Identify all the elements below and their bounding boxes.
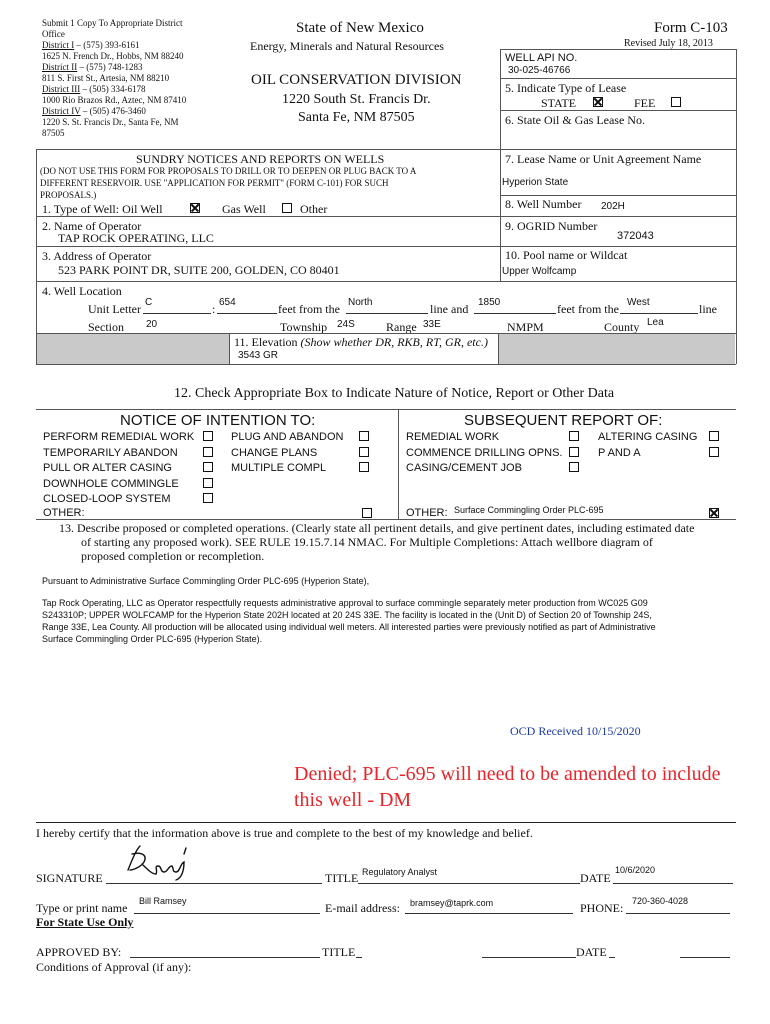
noi-change-plans-checkbox[interactable] [359, 447, 369, 457]
field-underline [143, 313, 211, 314]
field-underline [613, 883, 733, 884]
feet-from-label-2: feet from the [557, 302, 619, 316]
division-address2: Santa Fe, NM 87505 [298, 110, 415, 125]
print-name-value[interactable]: Bill Ramsey [139, 896, 187, 906]
noi-perform-remedial: PERFORM REMEDIAL WORK [43, 431, 195, 443]
sundry-note-2: DIFFERENT RESERVOIR. USE "APPLICATION FOR PERMIT" (FORM C-101) FOR SUCH [40, 178, 389, 188]
ew-value[interactable]: West [627, 297, 650, 308]
oil-well-checkbox[interactable] [190, 203, 200, 213]
fee-checkbox[interactable] [671, 97, 681, 107]
range-value[interactable]: 33E [423, 319, 441, 330]
noi-plug-abandon-checkbox[interactable] [359, 431, 369, 441]
noi-multiple-compl: MULTIPLE COMPL [231, 462, 327, 474]
title-label: TITLE [325, 871, 359, 885]
noi-closed-loop: CLOSED-LOOP SYSTEM [43, 493, 171, 505]
field-underline [358, 883, 580, 884]
line-label: line [699, 302, 717, 316]
denied-note-line1: Denied; PLC-695 will need to be amended to include [294, 763, 721, 785]
field-underline [106, 883, 322, 884]
state-title: State of New Mexico [296, 20, 424, 36]
state-lease-no-label: 6. State Oil & Gas Lease No. [505, 113, 645, 127]
gas-well-checkbox[interactable] [282, 203, 292, 213]
phone-value[interactable]: 720-360-4028 [632, 896, 689, 906]
field-underline [609, 957, 615, 958]
well-location-label: 4. Well Location [42, 284, 122, 298]
rule [500, 110, 736, 111]
unit-letter-label: Unit Letter [88, 302, 141, 316]
address-value[interactable]: 523 PARK POINT DR, SUITE 200, GOLDEN, CO 80401 [58, 263, 340, 277]
print-name-label: Type or print name [36, 901, 128, 915]
well-number-value[interactable]: 202H [601, 201, 625, 212]
rule [36, 149, 736, 150]
api-label: WELL API NO. [505, 52, 578, 64]
township-value[interactable]: 24S [337, 319, 355, 330]
sub-casing-cement: CASING/CEMENT JOB [406, 462, 522, 474]
well-number-label: 8. Well Number [505, 197, 582, 211]
pool-label: 10. Pool name or Wildcat [505, 248, 628, 262]
section12-title: 12. Check Appropriate Box to Indicate Nature of Notice, Report or Other Data [174, 386, 615, 401]
sub-remedial-work-checkbox[interactable] [569, 431, 579, 441]
phone-label: PHONE: [580, 901, 624, 915]
rule [229, 333, 230, 364]
line-and-label: line and [430, 302, 469, 316]
township-label: Township [280, 320, 328, 334]
field-underline [620, 313, 698, 314]
field-underline [346, 313, 428, 314]
district1-address: 1625 N. French Dr., Hobbs, NM 88240 [42, 51, 184, 61]
rule [36, 822, 736, 823]
feet-from-label: feet from the [278, 302, 340, 316]
body-line1: Tap Rock Operating, LLC as Operator respectfully requests administrative approval to surface commingle separately meter production from WC025 G09 [42, 598, 648, 608]
address-label: 3. Address of Operator [42, 249, 152, 263]
signature-label: SIGNATURE [36, 871, 103, 885]
sundry-note-1: (DO NOT USE THIS FORM FOR PROPOSALS TO DRILL OR TO DEEPEN OR PLUG BACK TO A [40, 166, 417, 176]
operator-value[interactable]: TAP ROCK OPERATING, LLC [58, 231, 214, 245]
noi-multiple-compl-checkbox[interactable] [359, 462, 369, 472]
date-label: DATE [580, 871, 611, 885]
lease-name-label: 7. Lease Name or Unit Agreement Name [505, 152, 702, 166]
district4-link[interactable]: District IV [42, 106, 81, 116]
division-title: OIL CONSERVATION DIVISION [251, 72, 462, 88]
district4-address: 1220 S. St. Francis Dr., Santa Fe, NM [42, 117, 179, 127]
other-well-label: Other [300, 202, 328, 216]
sub-remedial-work: REMEDIAL WORK [406, 431, 500, 443]
pool-value[interactable]: Upper Wolfcamp [502, 266, 577, 277]
district2-link[interactable]: District II [42, 62, 78, 72]
elevation-value[interactable]: 3543 GR [238, 350, 279, 361]
sub-commence-drilling: COMMENCE DRILLING OPNS. [406, 447, 563, 459]
section-label: Section [88, 320, 124, 334]
department: Energy, Minerals and Natural Resources [250, 39, 444, 53]
title2-label: TITLE [322, 945, 356, 959]
district3-address: 1000 Rio Brazos Rd., Aztec, NM 87410 [42, 95, 187, 105]
rule [36, 246, 736, 247]
district4-zip: 87505 [42, 128, 65, 138]
district3-link[interactable]: District III [42, 84, 81, 94]
section13-line1: 13. Describe proposed or completed operations. (Clearly state all pertinent details, and give pertinent dates, including estimated date [59, 521, 695, 535]
elevation-hint: (Show whether DR, RKB, RT, GR, etc.) [300, 335, 488, 349]
shaded-cell [498, 334, 735, 364]
field-underline [626, 913, 730, 914]
noi-pull-alter-casing: PULL OR ALTER CASING [43, 462, 172, 474]
sub-other-value[interactable]: Surface Commingling Order PLC-695 [454, 505, 604, 515]
signature-image [118, 840, 198, 882]
field-underline [356, 957, 362, 958]
rule [500, 195, 736, 196]
district1-line: District I – (575) 393-6161 [42, 40, 140, 50]
feet2-value[interactable]: 1850 [478, 297, 501, 308]
rule [500, 78, 736, 79]
noi-other-label: OTHER: [43, 507, 85, 519]
ocd-received-stamp: OCD Received 10/15/2020 [510, 724, 641, 738]
rule [36, 149, 37, 364]
rule [36, 519, 736, 520]
certify-text: I hereby certify that the information above is true and complete to the best of my knowledge and belief. [36, 826, 533, 840]
conditions-label: Conditions of Approval (if any): [36, 960, 192, 974]
sub-p-and-a: P AND A [598, 447, 641, 459]
state-lease-option: STATE [541, 96, 577, 110]
field-underline [474, 313, 556, 314]
noi-downhole-commingle: DOWNHOLE COMMINGLE [43, 478, 179, 490]
state-checkbox[interactable] [593, 97, 603, 107]
field-underline [130, 957, 320, 958]
sub-commence-drilling-checkbox[interactable] [569, 447, 579, 457]
sub-casing-cement-checkbox[interactable] [569, 462, 579, 472]
nmpm-label: NMPM [507, 320, 544, 334]
noi-other-checkbox[interactable] [362, 508, 372, 518]
lease-name-value[interactable]: Hyperion State [502, 177, 569, 188]
rule [398, 409, 399, 519]
county-value[interactable]: Lea [647, 317, 664, 328]
noi-temporarily-abandon-checkbox[interactable] [203, 447, 213, 457]
title-value[interactable]: Regulatory Analyst [362, 867, 438, 877]
field-underline [680, 957, 730, 958]
rule [36, 281, 736, 282]
rule [736, 49, 737, 364]
district4-line: District IV – (505) 476-3460 [42, 106, 146, 116]
elevation-label-line: 11. Elevation (Show whether DR, RKB, RT, GR, etc.) [234, 335, 488, 349]
rule [36, 216, 736, 217]
gas-well-label: Gas Well [222, 202, 266, 216]
operator-label: 2. Name of Operator [42, 219, 142, 233]
field-underline [134, 913, 320, 914]
ogrid-value[interactable]: 372043 [617, 230, 654, 242]
revised-date: Revised July 18, 2013 [624, 38, 713, 49]
rule [36, 364, 736, 365]
field-underline [405, 913, 573, 914]
section-value[interactable]: 20 [146, 319, 158, 330]
sundry-title: SUNDRY NOTICES AND REPORTS ON WELLS [136, 152, 385, 166]
rule [500, 49, 736, 50]
section13-line3: proposed completion or recompletion. [81, 549, 265, 563]
county-label: County [604, 320, 640, 334]
noi-change-plans: CHANGE PLANS [231, 447, 318, 459]
section13-line2: of starting any proposed work). SEE RULE 19.15.7.14 NMAC. For Multiple Completions: Attach wellbore diagram of [81, 535, 653, 549]
pursuant-text: Pursuant to Administrative Surface Commingling Order PLC-695 (Hyperion State), [42, 576, 370, 586]
office-text: Office [42, 29, 65, 39]
district1-link[interactable]: District I [42, 40, 75, 50]
denied-note-line2: this well - DM [294, 789, 412, 811]
state-use-heading: For State Use Only [36, 915, 134, 929]
lease-type-label: 5. Indicate Type of Lease [505, 81, 627, 95]
noi-downhole-commingle-checkbox[interactable] [203, 478, 213, 488]
form-number: Form C-103 [654, 20, 728, 36]
body-line2: S243310P; UPPER WOLFCAMP for the Hyperion State 202H located at 20 24S 33E. The facility is located in the (Unit D) of Section 20 of Township 24S, [42, 610, 652, 620]
date2-label: DATE [576, 945, 607, 959]
sub-p-and-a-checkbox[interactable] [709, 447, 719, 457]
approved-by-label: APPROVED BY: [36, 945, 122, 959]
sub-other-label: OTHER: [406, 507, 448, 519]
well-type-label: 1. Type of Well: Oil Well [42, 202, 163, 216]
body-line4: Surface Commingling Order PLC-695 (Hyperion State). [42, 634, 263, 644]
noi-closed-loop-checkbox[interactable] [203, 493, 213, 503]
sub-altering-casing: ALTERING CASING [598, 431, 698, 443]
submit-text: Submit 1 Copy To Appropriate District [42, 18, 183, 28]
district2-line: District II – (575) 748-1283 [42, 62, 143, 72]
fee-lease-option: FEE [634, 96, 656, 110]
ns-value[interactable]: North [348, 297, 373, 308]
noi-perform-remedial-checkbox[interactable] [203, 431, 213, 441]
shaded-cell [37, 334, 229, 364]
body-line3: Range 33E, Lea County. All production will be allocated using individual well meters. All interested parties were previously notified as part of Administrative [42, 622, 656, 632]
district3-line: District III – (505) 334-6178 [42, 84, 146, 94]
sub-altering-casing-checkbox[interactable] [709, 431, 719, 441]
district2-address: 811 S. First St., Artesia, NM 88210 [42, 73, 170, 83]
ogrid-label: 9. OGRID Number [505, 219, 598, 233]
division-address1: 1220 South St. Francis Dr. [282, 92, 431, 107]
field-underline [482, 957, 576, 958]
district-info [42, 18, 186, 139]
subsequent-title: SUBSEQUENT REPORT OF: [464, 412, 663, 429]
rule [498, 333, 499, 364]
sub-other-checkbox[interactable] [709, 508, 719, 518]
noi-pull-alter-casing-checkbox[interactable] [203, 462, 213, 472]
api-value[interactable]: 30-025-46766 [508, 65, 571, 76]
range-label: Range [386, 320, 417, 334]
feet1-value[interactable]: 654 [219, 297, 236, 308]
noi-plug-abandon: PLUG AND ABANDON [231, 431, 344, 443]
sundry-note-3: PROPOSALS.) [40, 190, 97, 200]
field-underline [217, 313, 277, 314]
noi-temporarily-abandon: TEMPORARILY ABANDON [43, 447, 178, 459]
email-label: E-mail address: [325, 901, 400, 915]
date-value[interactable]: 10/6/2020 [615, 865, 656, 875]
email-value[interactable]: bramsey@taprk.com [410, 898, 494, 908]
rule [36, 409, 736, 410]
unit-letter-value[interactable]: C [145, 297, 153, 308]
colon: : [212, 302, 216, 316]
noi-title: NOTICE OF INTENTION TO: [120, 412, 316, 429]
